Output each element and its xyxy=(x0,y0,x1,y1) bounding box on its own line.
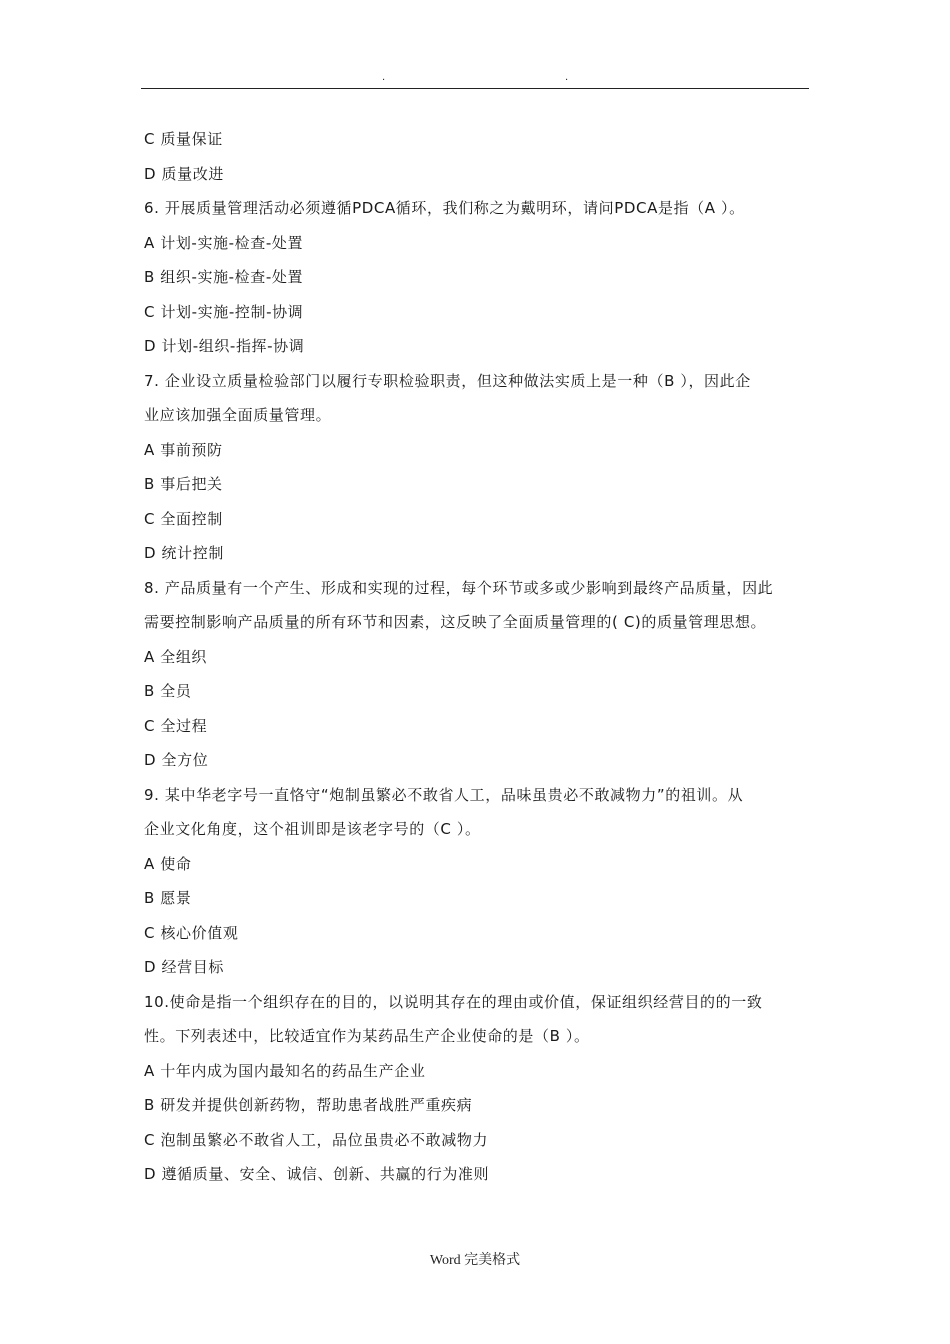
option-a-q6: A 计划-实施-检查-处置 xyxy=(144,233,304,252)
question-8-line-2: 需要控制影响产品质量的所有环节和因素，这反映了全面质量管理的( C)的质量管理思想。 xyxy=(144,613,767,631)
option-c-q8: C 全过程 xyxy=(144,716,208,735)
option-c-q9: C 核心价值观 xyxy=(144,923,239,942)
header-dot-left: . xyxy=(382,72,386,83)
question-6: 6. 开展质量管理活动必须遵循PDCA循环，我们称之为戴明环，请问PDCA是指（A ）。 xyxy=(144,199,745,217)
option-d-q10: D 遵循质量、安全、诚信、创新、共赢的行为准则 xyxy=(144,1165,490,1183)
page-footer: Word 完美格式 xyxy=(429,1253,521,1268)
question-7-line-1: 7. 企业设立质量检验部门以履行专职检验职责，但这种做法实质上是一种（B ），因此企 xyxy=(144,371,751,390)
option-d-q9: D 经营目标 xyxy=(144,958,224,976)
header-dot-right: . xyxy=(565,72,569,83)
option-b-q10: B 研发并提供创新药物，帮助患者战胜严重疾病 xyxy=(144,1096,473,1114)
option-d-q6: D 计划-组织-指挥-协调 xyxy=(144,337,305,355)
option-b-q6: B 组织-实施-检查-处置 xyxy=(144,268,304,286)
question-9-line-1: 9. 某中华老字号一直恪守“炮制虽繁必不敢省人工，品味虽贵必不敢减物力”的祖训。从 xyxy=(144,785,744,804)
option-a-q9: A 使命 xyxy=(144,854,192,873)
question-9-line-2: 企业文化角度，这个祖训即是该老字号的（C ）。 xyxy=(144,820,481,838)
option-d-q7: D 统计控制 xyxy=(144,544,224,562)
option-a-q7: A 事前预防 xyxy=(144,440,223,459)
option-d-q5: D 质量改进 xyxy=(144,164,224,183)
question-8-line-1: 8. 产品质量有一个产生、形成和实现的过程，每个环节或多或少影响到最终产品质量，因此 xyxy=(144,578,774,597)
option-a-q10: A 十年内成为国内最知名的药品生产企业 xyxy=(144,1061,426,1080)
question-10-line-2: 性。下列表述中，比较适宜作为某药品生产企业使命的是（B ）。 xyxy=(144,1027,590,1045)
option-b-q9: B 愿景 xyxy=(144,889,192,907)
option-c-q6: C 计划-实施-控制-协调 xyxy=(144,302,304,321)
option-c-q10: C 泡制虽繁必不敢省人工，品位虽贵必不敢减物力 xyxy=(144,1130,489,1149)
option-a-q8: A 全组织 xyxy=(144,647,208,666)
option-d-q8: D 全方位 xyxy=(144,751,209,769)
question-7-line-2: 业应该加强全面质量管理。 xyxy=(144,406,332,424)
question-10-line-1: 10.使命是指一个组织存在的目的，以说明其存在的理由或价值，保证组织经营目的的一致 xyxy=(144,992,763,1011)
option-b-q8: B 全员 xyxy=(144,682,192,700)
option-b-q7: B 事后把关 xyxy=(144,475,223,493)
option-c-q5: C 质量保证 xyxy=(144,130,223,148)
option-c-q7: C 全面控制 xyxy=(144,509,223,528)
document-body xyxy=(144,122,812,1192)
page-header xyxy=(141,70,809,89)
